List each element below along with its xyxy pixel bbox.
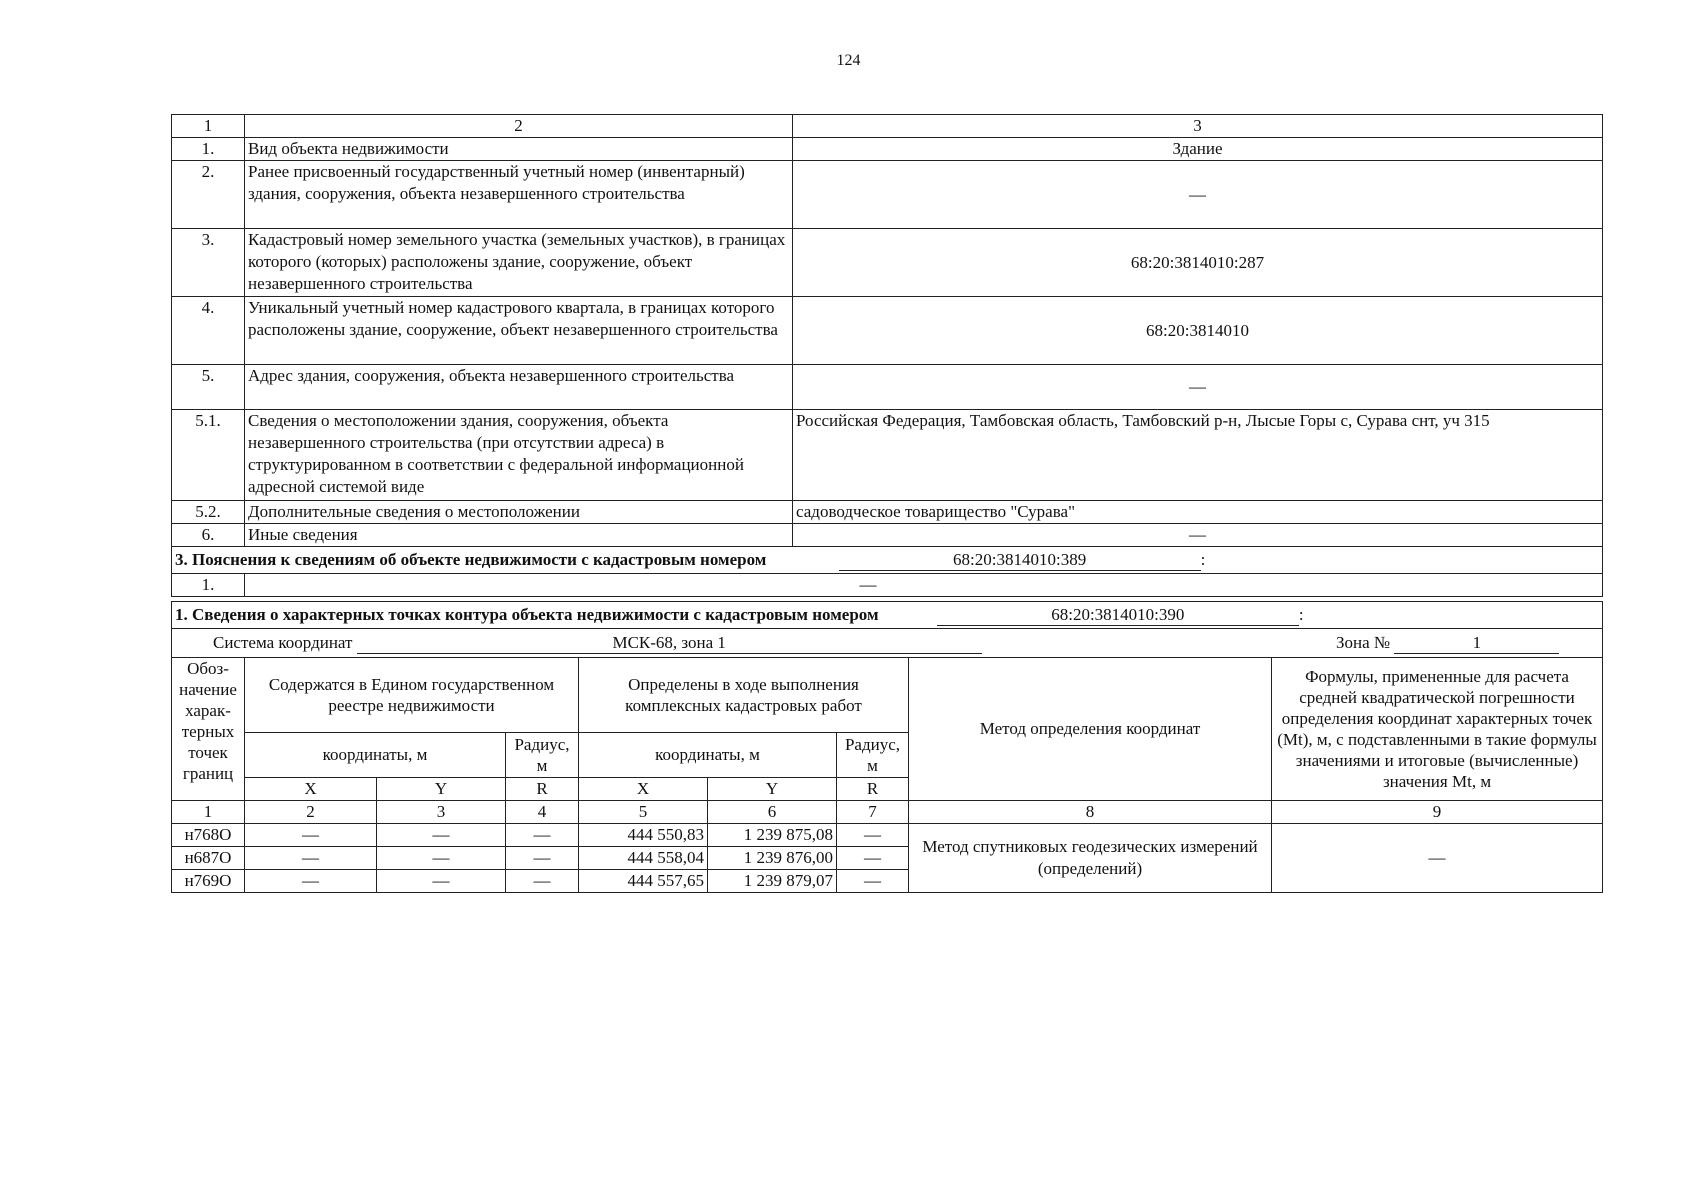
coord-system-label: Система координат [213,633,353,652]
point-y1: — [377,824,506,847]
col-number: 2 [245,801,377,824]
method-value: Метод спутниковых геодезических измерений (определений) [909,824,1272,893]
point-r1: — [506,824,579,847]
point-y2: 1 239 879,07 [708,870,837,893]
point-x1: — [245,870,377,893]
row-value: садоводческое товарищество "Сурава" [793,501,1603,524]
point-r1: — [506,847,579,870]
row-number: 4. [172,297,245,365]
table-row [172,161,1603,229]
col-number: 3 [377,801,506,824]
col-number: 1 [172,115,245,138]
col-number: 5 [579,801,708,824]
col-number: 8 [909,801,1272,824]
coords-header: координаты, м [579,733,837,778]
row-number: 1. [172,138,245,161]
r-header: R [506,778,579,801]
row-value: — [793,365,1603,410]
r-header: R [837,778,909,801]
row-number: 1. [172,574,245,597]
table-row [172,297,1603,365]
formulas-header: Формулы, примененные для расчета средней квадратической погрешности определения координат характерных точек (Mt), м, с подставленными в такие формулы значениями и итоговые (вычисленные) значения Mt, м [1272,658,1603,801]
point-x2: 444 550,83 [579,824,708,847]
row-value: Здание [793,138,1603,161]
row-value: Российская Федерация, Тамбовская область, Тамбовский р-н, Лысые Горы с, Сурава снт, уч 315 [793,410,1603,501]
row-label: Сведения о местоположении здания, сооружения, объекта незавершенного строительства (при отсутствии адреса) в структурированном в соответствии с федеральной информационной адресной системой виде [245,410,793,501]
row-number: 3. [172,229,245,297]
coords-header: координаты, м [245,733,506,778]
col-number: 4 [506,801,579,824]
table-row [172,410,1603,501]
row-value: 68:20:3814010 [793,297,1603,365]
method-header: Метод определения координат [909,658,1272,801]
point-y1: — [377,847,506,870]
table-row [172,501,1603,524]
point-r1: — [506,870,579,893]
point-r2: — [837,847,909,870]
col-number: 3 [793,115,1603,138]
table-row [172,524,1603,547]
zone-value: 1 [1394,633,1559,654]
row-label: Дополнительные сведения о местоположении [245,501,793,524]
table-row [172,574,1603,597]
radius-header: Радиус, м [837,733,909,778]
section3-title-row [172,547,1603,574]
row-label: Вид объекта недвижимости [245,138,793,161]
egrn-header: Содержатся в Едином государственном реестре недвижимости [245,658,579,733]
row-value: 68:20:3814010:287 [793,229,1603,297]
kkr-header: Определены в ходе выполнения комплексных кадастровых работ [579,658,909,733]
coordinate-system-row [172,629,1603,658]
point-name: н687О [172,847,245,870]
x-header: X [245,778,377,801]
row-number: 5. [172,365,245,410]
point-x1: — [245,847,377,870]
row-label: Адрес здания, сооружения, объекта незавершенного строительства [245,365,793,410]
object-info-table [171,114,1603,597]
row-label: Уникальный учетный номер кадастрового квартала, в границах которого расположены здание, сооружение, объект незавершенного строительства [245,297,793,365]
section-title-row [172,602,1603,629]
page-number: 124 [836,52,861,69]
row-value: — [793,524,1603,547]
column-number-row [172,115,1603,138]
point-r2: — [837,870,909,893]
row-value: — [793,161,1603,229]
col-number: 9 [1272,801,1603,824]
header-row [172,658,1603,733]
section-title: 1. Сведения о характерных точках контура объекта недвижимости с кадастровым номером [175,605,879,624]
row-number: 6. [172,524,245,547]
row-number: 5.2. [172,501,245,524]
formula-value: — [1272,824,1603,893]
colon: : [1298,605,1304,624]
radius-header: Радиус, м [506,733,579,778]
table-row [172,229,1603,297]
point-x1: — [245,824,377,847]
zone-label: Зона № [1335,633,1391,652]
table-row [172,365,1603,410]
row-label: Кадастровый номер земельного участка (земельных участков), в границах которого (которых) расположены здание, сооружение, объект незавершенного строительства [245,229,793,297]
row-label: Ранее присвоенный государственный учетный номер (инвентарный) здания, сооружения, объекта незавершенного строительства [245,161,793,229]
y-header: Y [377,778,506,801]
cadastral-number: 68:20:3814010:390 [937,605,1299,626]
table-row [172,138,1603,161]
designation-header: Обоз- начение харак- терных точек границ [172,658,245,801]
point-x2: 444 557,65 [579,870,708,893]
colon: : [1200,550,1206,569]
characteristic-points-table [171,601,1603,893]
row-number: 5.1. [172,410,245,501]
row-number: 2. [172,161,245,229]
section-title: 3. Пояснения к сведениям об объекте недвижимости с кадастровым номером [175,550,767,569]
point-name: н768О [172,824,245,847]
row-value: — [859,575,877,594]
x-header: X [579,778,708,801]
point-r2: — [837,824,909,847]
point-y2: 1 239 876,00 [708,847,837,870]
cadastral-number: 68:20:3814010:389 [839,550,1201,571]
column-number-row [172,801,1603,824]
col-number: 7 [837,801,909,824]
point-x2: 444 558,04 [579,847,708,870]
coord-system-value: МСК-68, зона 1 [357,633,982,654]
col-number: 2 [245,115,793,138]
col-number: 1 [172,801,245,824]
y-header: Y [708,778,837,801]
row-label: Иные сведения [245,524,793,547]
point-name: н769О [172,870,245,893]
point-row [172,824,1603,847]
point-y1: — [377,870,506,893]
point-y2: 1 239 875,08 [708,824,837,847]
col-number: 6 [708,801,837,824]
